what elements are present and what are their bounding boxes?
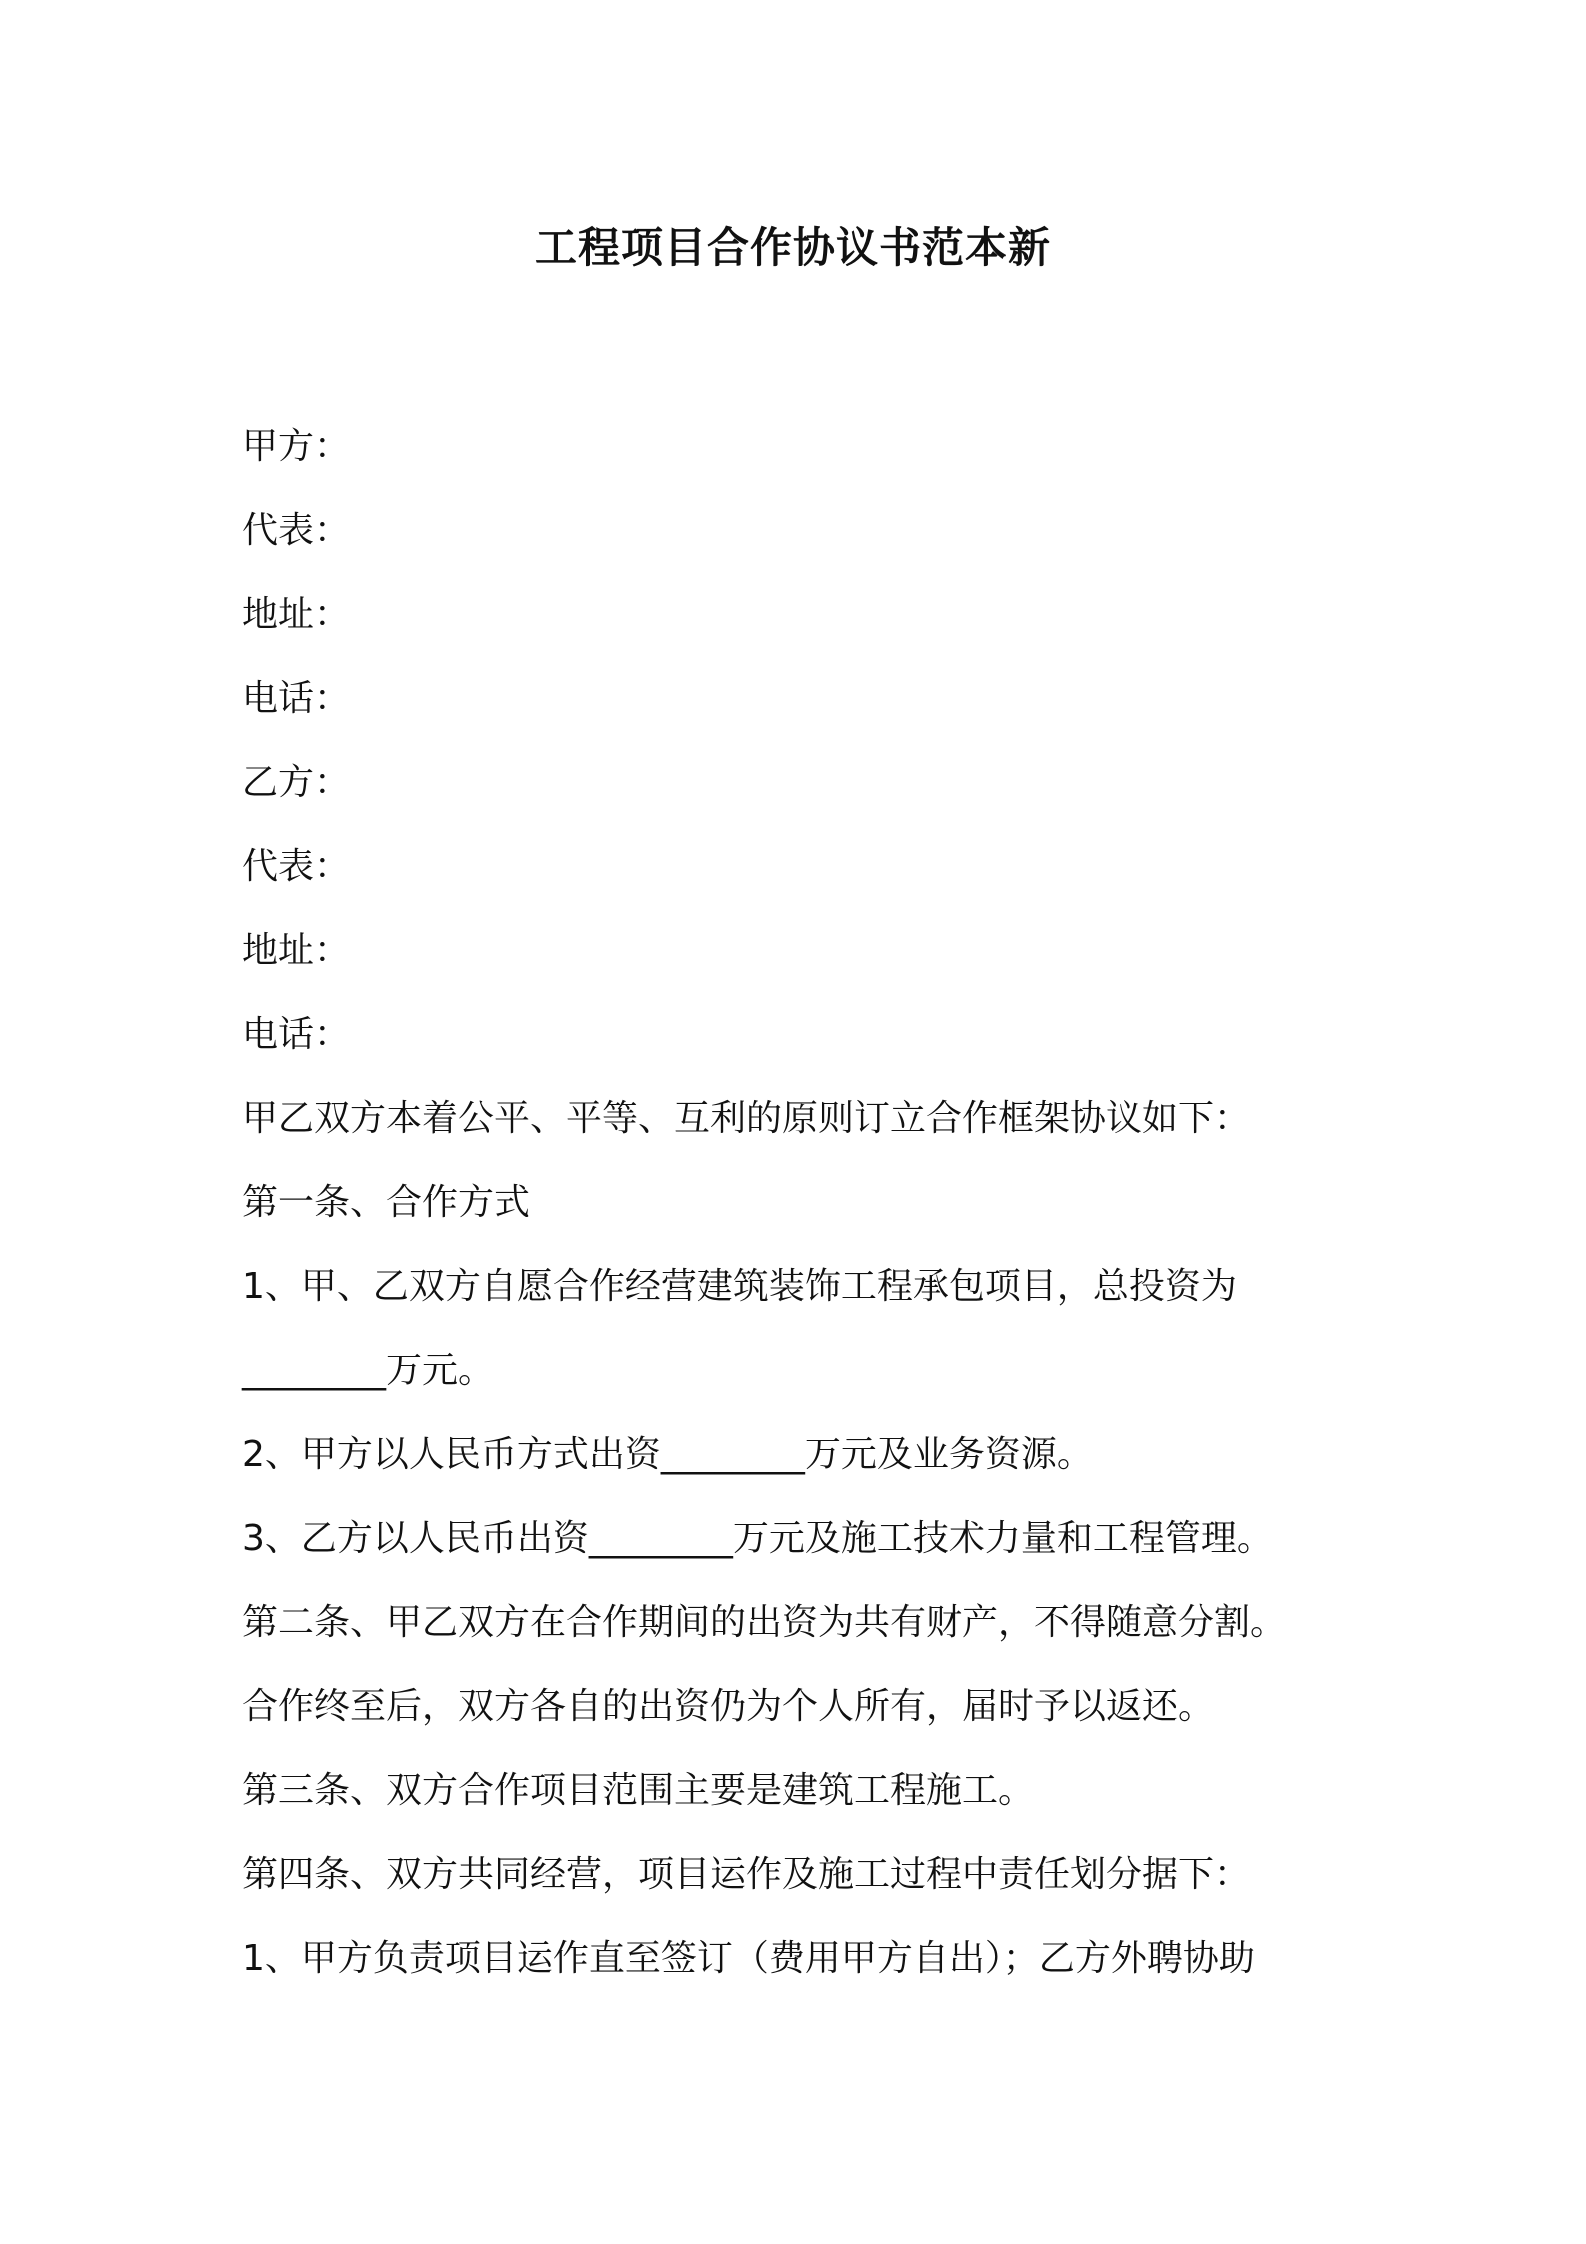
article-1-item-2: 2、甲方以人民币方式出资________万元及业务资源。 xyxy=(242,1434,1093,1475)
article-1-item-1-continued: ________万元。 xyxy=(242,1350,495,1391)
article-1-item-1: 1、甲、乙双方自愿合作经营建筑装饰工程承包项目，总投资为 xyxy=(242,1266,1237,1307)
document-title: 工程项目合作协议书范本新 xyxy=(534,223,1051,272)
party-b-representative-label: 代表： xyxy=(242,846,351,887)
party-a-label: 甲方： xyxy=(242,426,351,467)
party-b-address-label: 地址： xyxy=(242,930,351,971)
article-4: 第四条、双方共同经营，项目运作及施工过程中责任划分据下： xyxy=(242,1854,1251,1895)
article-2-continued: 合作终至后，双方各自的出资仍为个人所有，届时予以返还。 xyxy=(242,1686,1215,1727)
agreement-intro: 甲乙双方本着公平、平等、互利的原则订立合作框架协议如下： xyxy=(242,1098,1251,1139)
party-a-phone-label: 电话： xyxy=(242,678,351,719)
article-3: 第三条、双方合作项目范围主要是建筑工程施工。 xyxy=(242,1770,1035,1811)
party-a-representative-label: 代表： xyxy=(242,510,351,551)
article-1-heading: 第一条、合作方式 xyxy=(242,1182,531,1223)
document-body xyxy=(242,405,1382,2001)
article-4-item-1: 1、甲方负责项目运作直至签订（费用甲方自出）；乙方外聘协助 xyxy=(242,1938,1255,1979)
article-2: 第二条、甲乙双方在合作期间的出资为共有财产，不得随意分割。 xyxy=(242,1602,1287,1643)
article-1-item-3: 3、乙方以人民币出资________万元及施工技术力量和工程管理。 xyxy=(242,1518,1273,1559)
party-a-address-label: 地址： xyxy=(242,594,351,635)
party-b-label: 乙方： xyxy=(242,762,351,803)
party-b-phone-label: 电话： xyxy=(242,1014,351,1055)
